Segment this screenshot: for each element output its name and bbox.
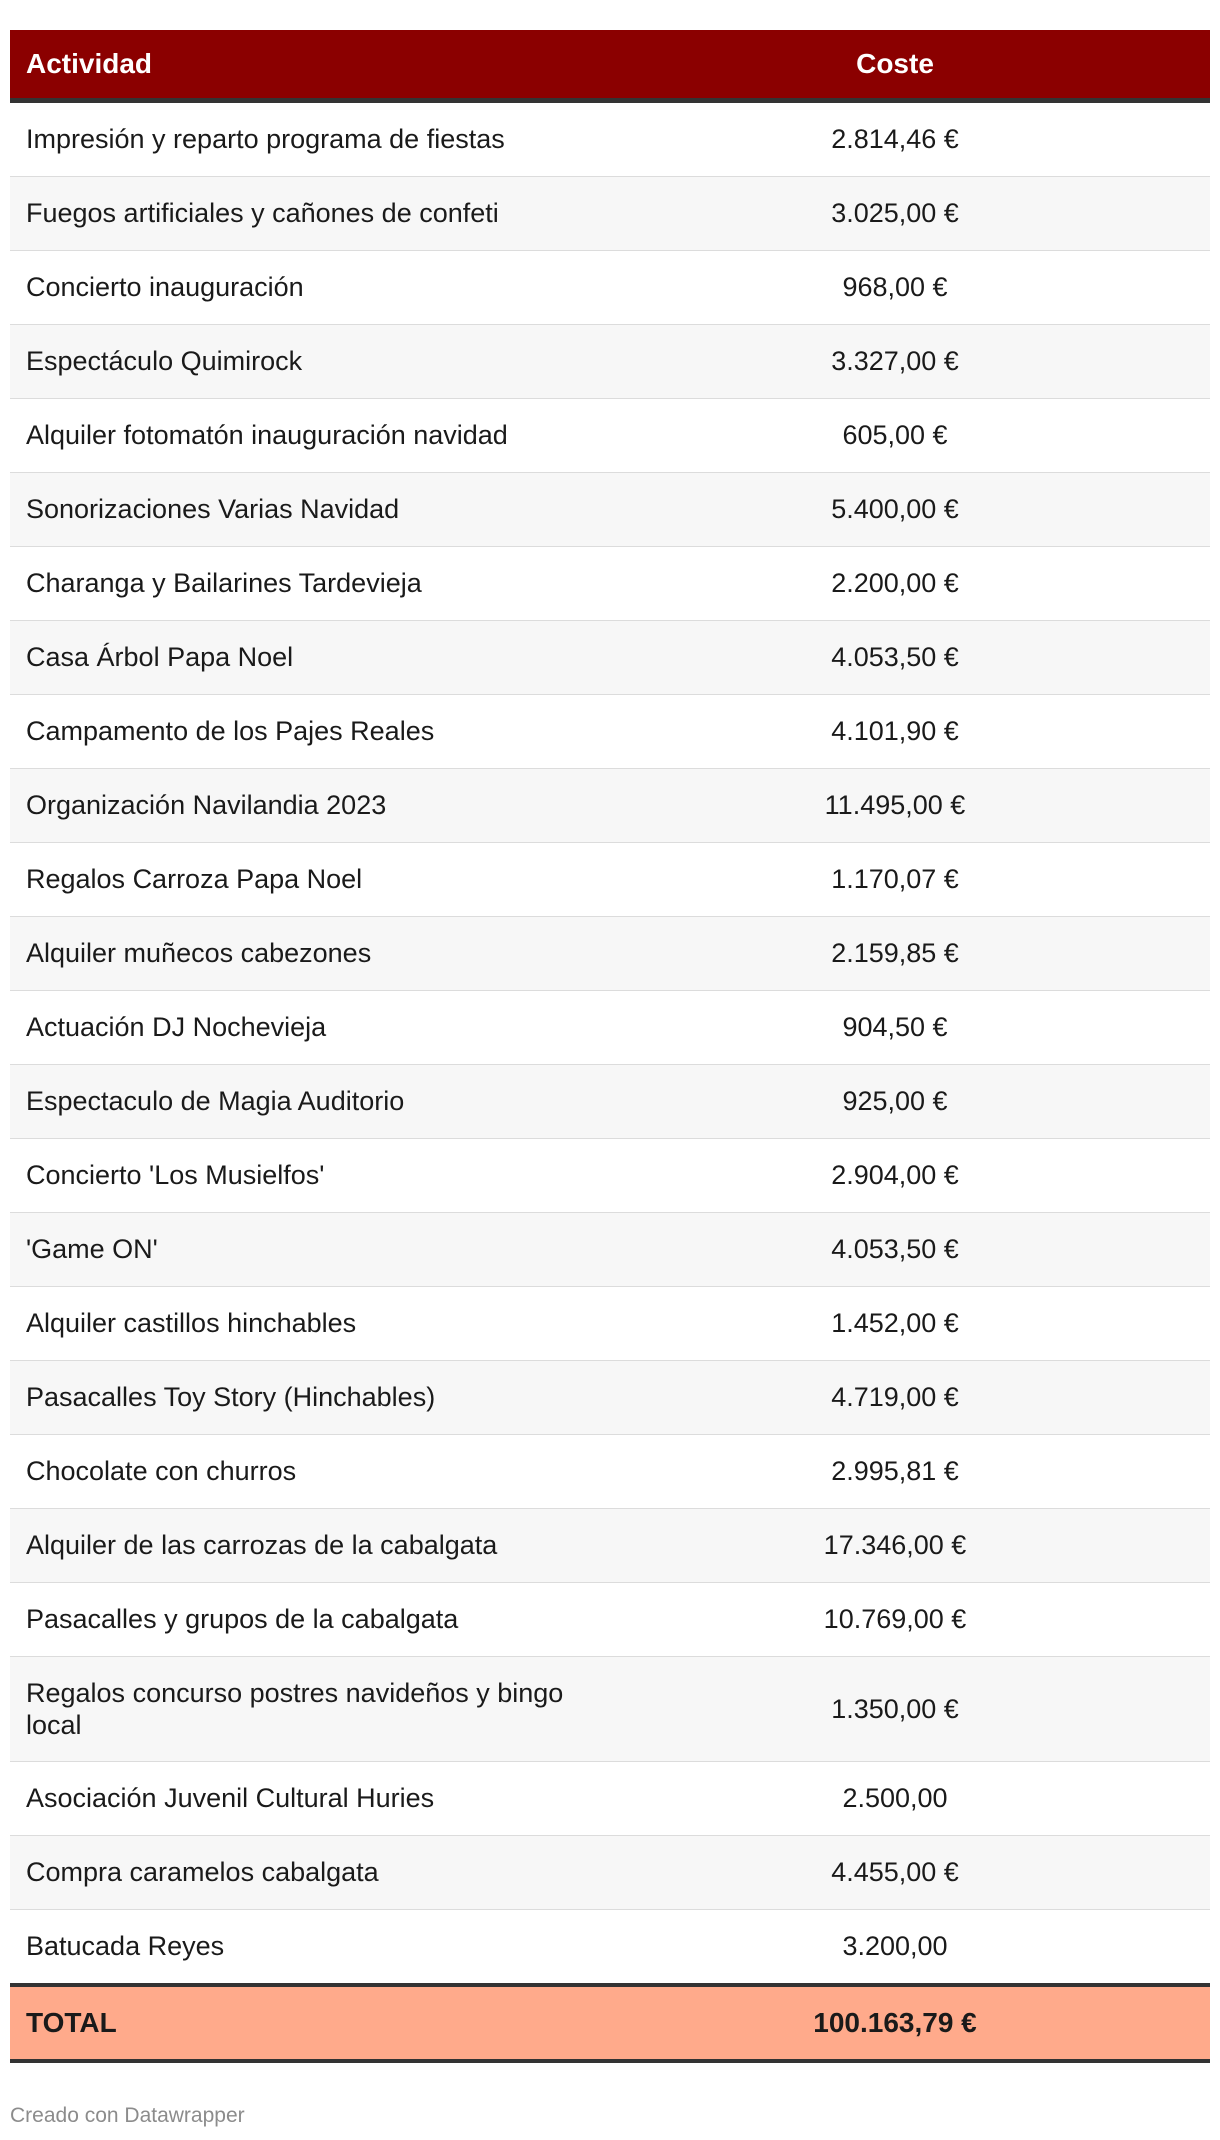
cost-cell: 2.500,00 xyxy=(660,1762,1210,1836)
activity-cell: Charanga y Bailarines Tardevieja xyxy=(10,547,660,621)
table-row xyxy=(10,1910,1210,1986)
activity-cell: Batucada Reyes xyxy=(10,1910,660,1986)
cost-table-container xyxy=(10,30,1210,2063)
cost-cell: 605,00 € xyxy=(660,399,1210,473)
cost-cell: 3.327,00 € xyxy=(660,325,1210,399)
table-row xyxy=(10,1657,1210,1762)
cost-table xyxy=(10,30,1210,2063)
activity-cell: Casa Árbol Papa Noel xyxy=(10,621,660,695)
table-row xyxy=(10,1139,1210,1213)
activity-cell: Actuación DJ Nochevieja xyxy=(10,991,660,1065)
datawrapper-credit[interactable]: Creado con Datawrapper xyxy=(10,2104,245,2127)
cost-cell: 2.995,81 € xyxy=(660,1435,1210,1509)
table-row xyxy=(10,1509,1210,1583)
cost-cell: 11.495,00 € xyxy=(660,769,1210,843)
activity-cell: Chocolate con churros xyxy=(10,1435,660,1509)
table-body xyxy=(10,101,1210,1986)
column-header-activity[interactable]: Actividad xyxy=(10,30,660,101)
cost-cell: 10.769,00 € xyxy=(660,1583,1210,1657)
cost-cell: 2.200,00 € xyxy=(660,547,1210,621)
cost-cell: 904,50 € xyxy=(660,991,1210,1065)
cost-cell: 4.101,90 € xyxy=(660,695,1210,769)
activity-cell: Alquiler castillos hinchables xyxy=(10,1287,660,1361)
table-row xyxy=(10,843,1210,917)
table-row xyxy=(10,399,1210,473)
table-row xyxy=(10,1762,1210,1836)
cost-cell: 5.400,00 € xyxy=(660,473,1210,547)
cost-cell: 2.904,00 € xyxy=(660,1139,1210,1213)
cost-cell: 4.053,50 € xyxy=(660,621,1210,695)
activity-cell: Concierto 'Los Musielfos' xyxy=(10,1139,660,1213)
table-row xyxy=(10,1065,1210,1139)
activity-cell: Espectaculo de Magia Auditorio xyxy=(10,1065,660,1139)
total-row xyxy=(10,1985,1210,2061)
activity-cell: Compra caramelos cabalgata xyxy=(10,1836,660,1910)
table-row xyxy=(10,1361,1210,1435)
total-cost: 100.163,79 € xyxy=(660,1985,1210,2061)
activity-cell: Fuegos artificiales y cañones de confeti xyxy=(10,177,660,251)
table-row xyxy=(10,1583,1210,1657)
cost-cell: 925,00 € xyxy=(660,1065,1210,1139)
activity-cell: Regalos Carroza Papa Noel xyxy=(10,843,660,917)
column-header-cost[interactable]: Coste xyxy=(660,30,1210,101)
table-row xyxy=(10,177,1210,251)
table-footer xyxy=(10,1985,1210,2061)
cost-cell: 1.452,00 € xyxy=(660,1287,1210,1361)
activity-cell: Asociación Juvenil Cultural Huries xyxy=(10,1762,660,1836)
table-row xyxy=(10,917,1210,991)
table-row xyxy=(10,473,1210,547)
activity-cell: Alquiler fotomatón inauguración navidad xyxy=(10,399,660,473)
activity-cell: Alquiler muñecos cabezones xyxy=(10,917,660,991)
activity-cell: Campamento de los Pajes Reales xyxy=(10,695,660,769)
cost-cell: 1.170,07 € xyxy=(660,843,1210,917)
activity-cell: Concierto inauguración xyxy=(10,251,660,325)
activity-cell: Impresión y reparto programa de fiestas xyxy=(10,101,660,177)
table-row xyxy=(10,769,1210,843)
table-row xyxy=(10,621,1210,695)
table-row xyxy=(10,1287,1210,1361)
table-row xyxy=(10,101,1210,177)
cost-cell: 3.200,00 xyxy=(660,1910,1210,1986)
cost-cell: 2.814,46 € xyxy=(660,101,1210,177)
cost-cell: 4.053,50 € xyxy=(660,1213,1210,1287)
cost-cell: 3.025,00 € xyxy=(660,177,1210,251)
total-label: TOTAL xyxy=(10,1985,660,2061)
cost-cell: 4.455,00 € xyxy=(660,1836,1210,1910)
table-row xyxy=(10,547,1210,621)
table-row xyxy=(10,251,1210,325)
table-row xyxy=(10,695,1210,769)
activity-cell: 'Game ON' xyxy=(10,1213,660,1287)
activity-cell: Pasacalles y grupos de la cabalgata xyxy=(10,1583,660,1657)
activity-cell: Regalos concurso postres navideños y bingo local xyxy=(10,1657,660,1762)
header-row xyxy=(10,30,1210,101)
table-row xyxy=(10,1213,1210,1287)
cost-cell: 4.719,00 € xyxy=(660,1361,1210,1435)
table-row xyxy=(10,1435,1210,1509)
activity-cell: Alquiler de las carrozas de la cabalgata xyxy=(10,1509,660,1583)
activity-cell: Pasacalles Toy Story (Hinchables) xyxy=(10,1361,660,1435)
activity-cell: Organización Navilandia 2023 xyxy=(10,769,660,843)
activity-cell: Espectáculo Quimirock xyxy=(10,325,660,399)
table-header xyxy=(10,30,1210,101)
activity-cell: Sonorizaciones Varias Navidad xyxy=(10,473,660,547)
table-row xyxy=(10,325,1210,399)
table-row xyxy=(10,991,1210,1065)
cost-cell: 17.346,00 € xyxy=(660,1509,1210,1583)
cost-cell: 2.159,85 € xyxy=(660,917,1210,991)
cost-cell: 1.350,00 € xyxy=(660,1657,1210,1762)
table-row xyxy=(10,1836,1210,1910)
cost-cell: 968,00 € xyxy=(660,251,1210,325)
